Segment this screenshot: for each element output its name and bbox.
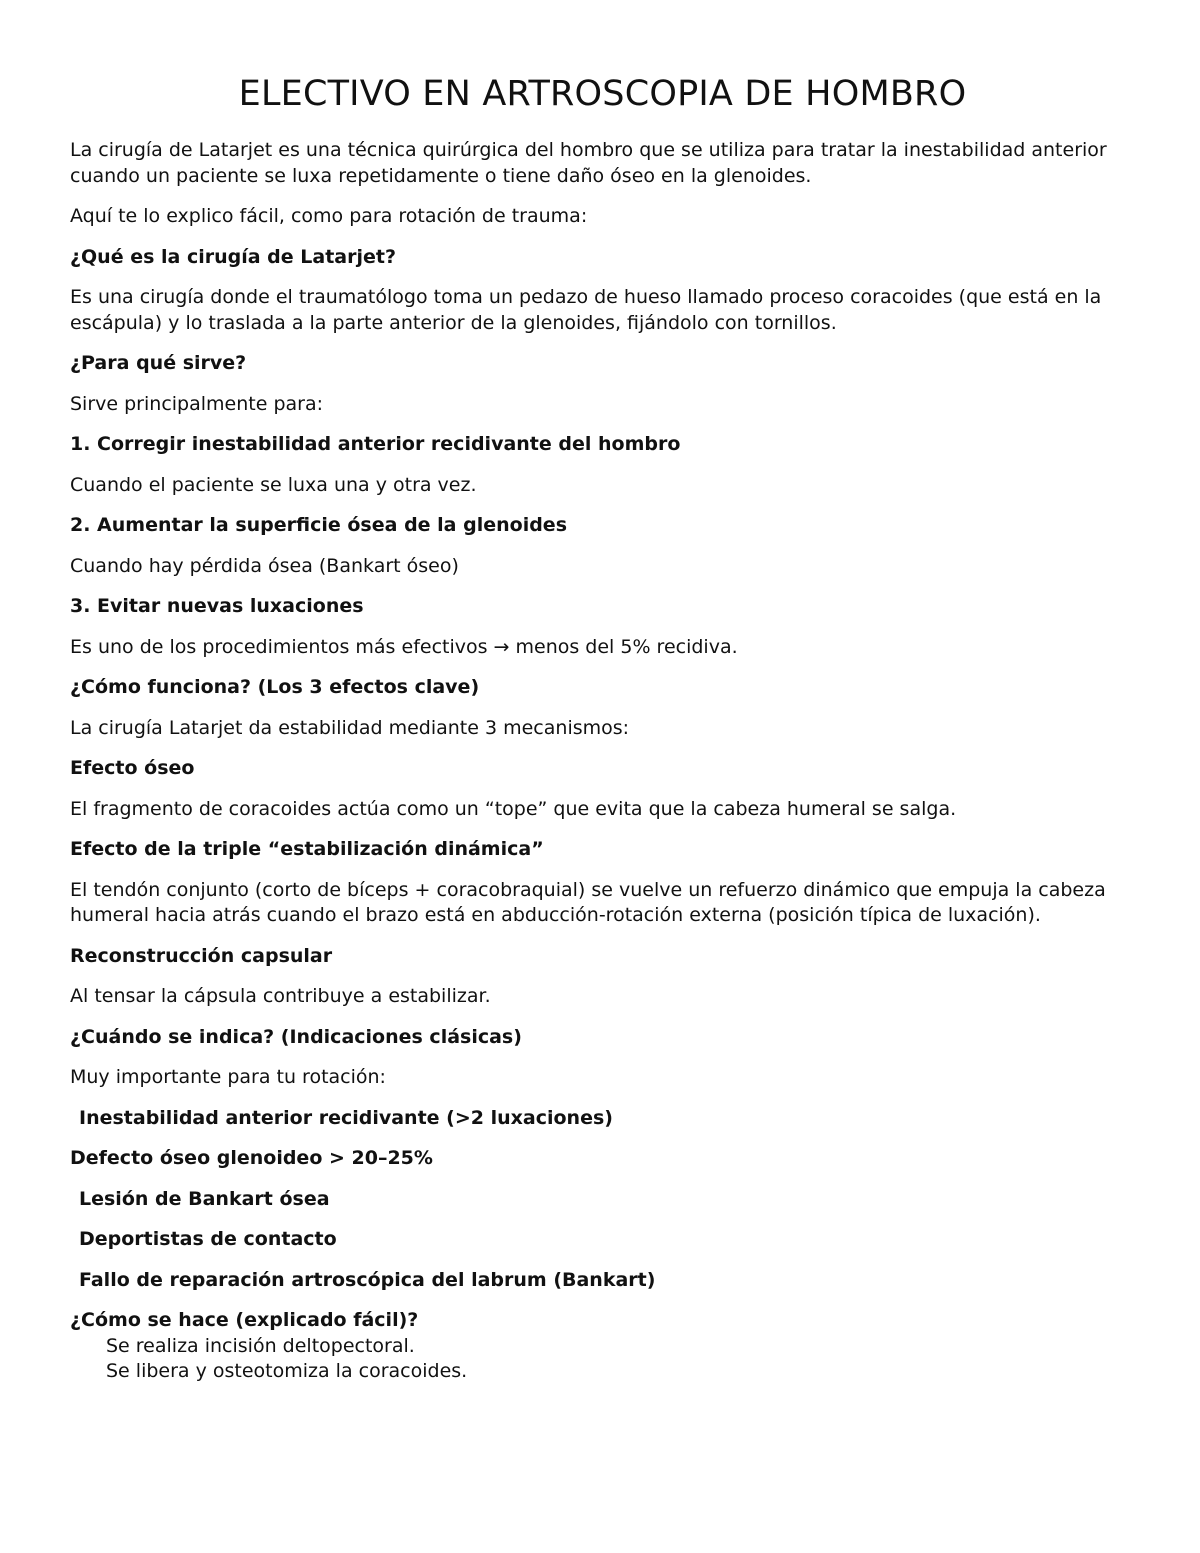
use-heading-3: 3. Evitar nuevas luxaciones: [70, 595, 364, 617]
section-heading-indications: ¿Cuándo se indica? (Indicaciones clásicas): [70, 1025, 522, 1048]
section-heading-how-it-works: ¿Cómo funciona? (Los 3 efectos clave): [70, 676, 480, 698]
indication-item: Lesión de Bankart ósea: [79, 1187, 330, 1210]
use-text-2: Cuando hay pérdida ósea (Bankart óseo): [70, 554, 459, 577]
effect-text-2: El tendón conjunto (corto de bíceps + coracobraquial) se vuelve un refuerzo dinámico que empuja la cabeza humeral hacia atrás cuando el brazo está en abducción-rotación externa (posición típica de luxación).: [70, 878, 1106, 926]
procedure-steps: [70, 1334, 1135, 1385]
section-heading-how-done: ¿Cómo se hace (explicado fácil)?: [70, 1309, 419, 1331]
procedure-step: Se realiza incisión deltopectoral.: [106, 1334, 415, 1357]
indication-item: Deportistas de contacto: [79, 1228, 337, 1250]
effect-heading-3: Reconstrucción capsular: [70, 944, 333, 967]
effect-heading-1: Efecto óseo: [70, 757, 195, 779]
section-text-what-is: Es una cirugía donde el traumatólogo toma un pedazo de hueso llamado proceso coracoides (que está en la escápula) y lo traslada a la parte anterior de la glenoides, fijándolo con tornillos.: [70, 286, 1102, 334]
effect-heading-2: Efecto de la triple “estabilización dinámica”: [70, 838, 544, 860]
use-heading-2: 2. Aumentar la superficie ósea de la glenoides: [70, 514, 568, 536]
indication-item: Inestabilidad anterior recidivante (>2 luxaciones): [79, 1106, 613, 1129]
section-heading-what-is: ¿Qué es la cirugía de Latarjet?: [70, 245, 396, 268]
use-heading-1: 1. Corregir inestabilidad anterior recidivante del hombro: [70, 433, 681, 455]
indication-item: Fallo de reparación artroscópica del labrum (Bankart): [79, 1268, 656, 1291]
intro-paragraph: La cirugía de Latarjet es una técnica quirúrgica del hombro que se utiliza para tratar la inestabilidad anterior cuando un paciente se luxa repetidamente o tiene daño óseo en la glenoides.: [70, 139, 1107, 187]
section-heading-purpose: ¿Para qué sirve?: [70, 352, 247, 374]
document-page: [70, 72, 1135, 1385]
use-text-3: Es uno de los procedimientos más efectivos → menos del 5% recidiva.: [70, 635, 738, 658]
use-text-1: Cuando el paciente se luxa una y otra vez.: [70, 473, 477, 496]
indication-item: Defecto óseo glenoideo > 20–25%: [70, 1147, 433, 1169]
procedure-step: Se libera y osteotomiza la coracoides.: [106, 1360, 468, 1382]
section-text-indications: Muy importante para tu rotación:: [70, 1066, 386, 1088]
page-title: ELECTIVO EN ARTROSCOPIA DE HOMBRO: [238, 74, 967, 114]
section-text-purpose: Sirve principalmente para:: [70, 392, 324, 415]
effect-text-3: Al tensar la cápsula contribuye a estabilizar.: [70, 985, 491, 1007]
intro-paragraph-2: Aquí te lo explico fácil, como para rotación de trauma:: [70, 205, 588, 227]
effect-text-1: El fragmento de coracoides actúa como un “tope” que evita que la cabeza humeral se salga.: [70, 797, 957, 820]
section-text-how-it-works: La cirugía Latarjet da estabilidad mediante 3 mecanismos:: [70, 716, 630, 739]
